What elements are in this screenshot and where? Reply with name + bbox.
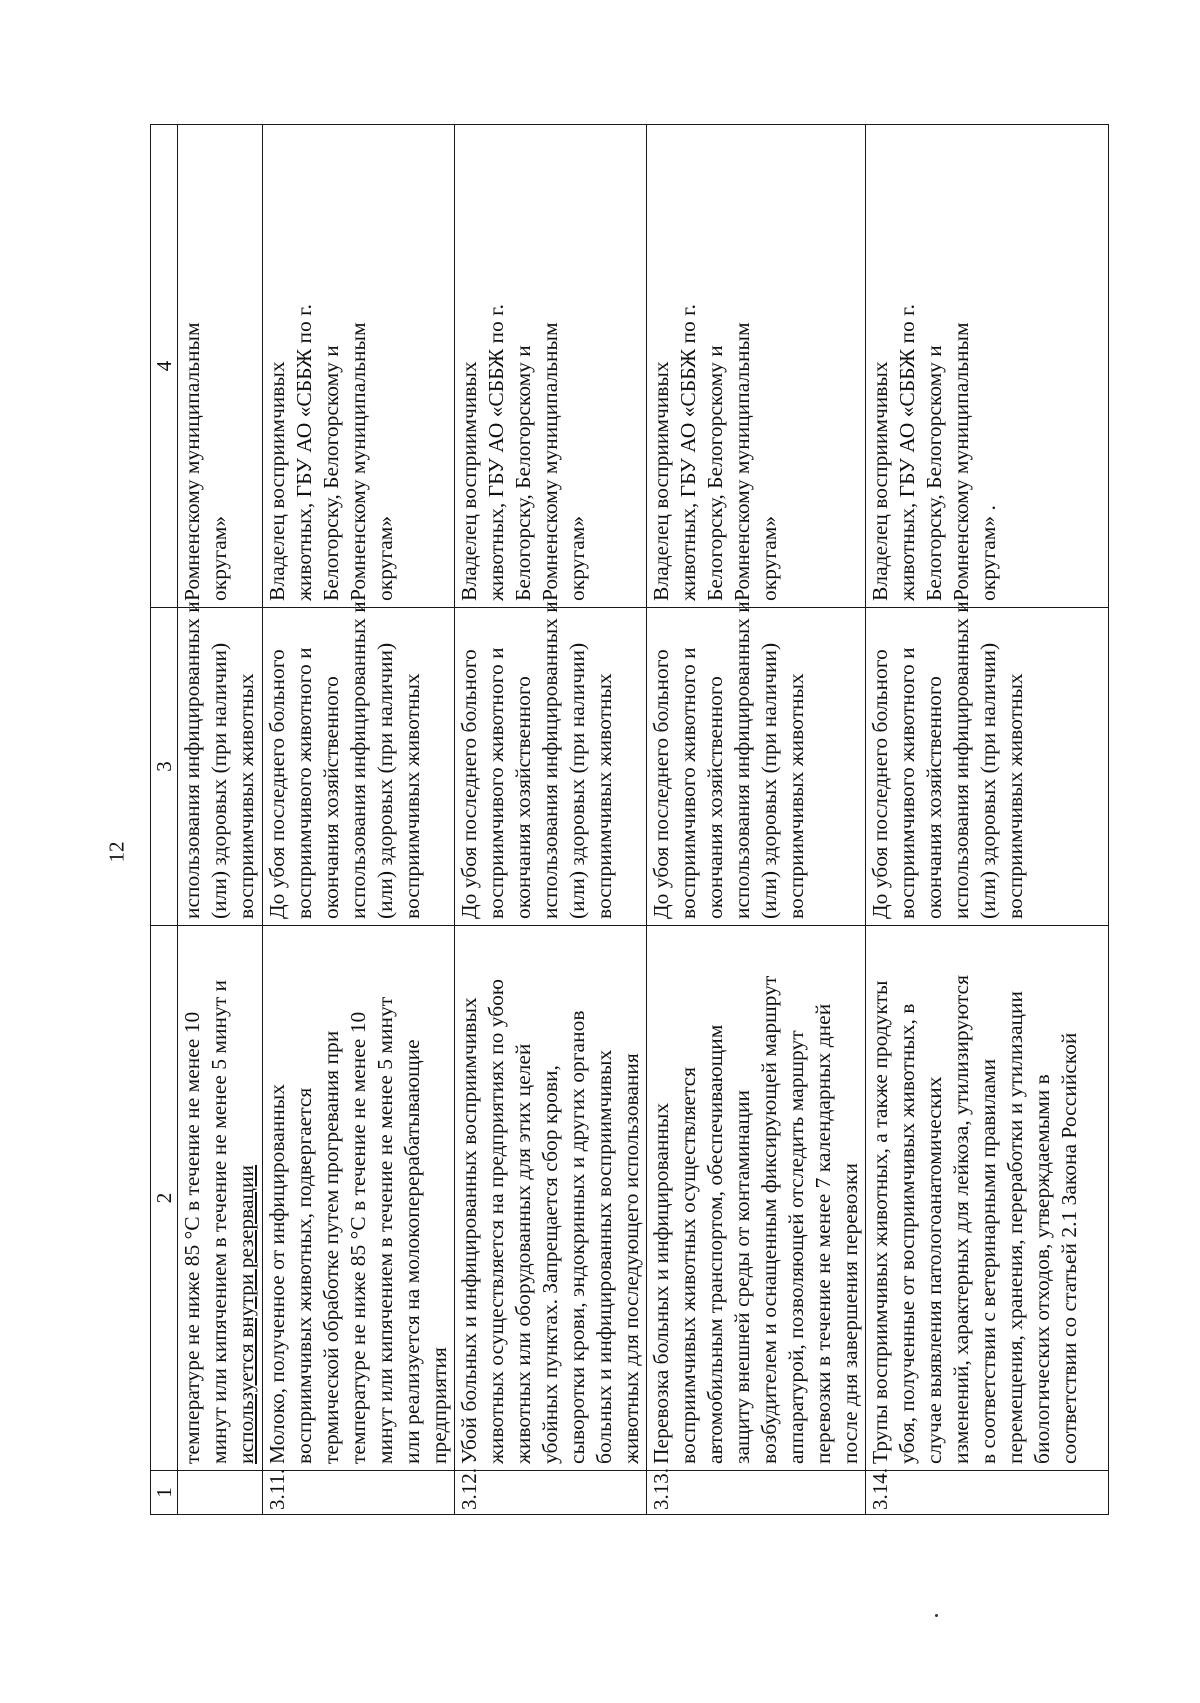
text-line: сыворотки крови, эндокринных и других органов [565, 1010, 589, 1464]
text-line: изменений, характерных для лейкоза, утилизируются [949, 975, 973, 1464]
text-line: минут или кипячением в течение не менее 5 минут и [207, 979, 231, 1464]
column-header-1: 1 [151, 1471, 178, 1515]
text-line: восприимчивых животных осуществляется [676, 1066, 700, 1464]
responsible-text [455, 125, 647, 608]
text-line: До убоя последнего больного [649, 649, 673, 919]
text-line: Ромненскому муниципальным [346, 322, 370, 601]
responsible-text [178, 125, 263, 608]
text-line: Ромненскому муниципальным [538, 322, 562, 601]
text-line: использования инфицированных и [346, 601, 370, 919]
text-line: Белогорску, Белогорскому и [703, 345, 727, 601]
text-line: До убоя последнего больного [457, 649, 481, 919]
page-number: 12 [104, 841, 129, 863]
text-line: температуре не ниже 85 °С в течение не менее 10 [180, 1011, 204, 1464]
text-line: округам» . [976, 505, 1000, 601]
text-line: Владелец восприимчивых [265, 361, 289, 601]
text-line: животных осуществляется на предприятиях по убою [484, 979, 508, 1464]
text-line: Владелец восприимчивых [868, 361, 892, 601]
text-line: восприимчивых животных [1003, 673, 1027, 919]
text-line: восприимчивых животных [234, 673, 258, 919]
deadline-text [178, 601, 263, 926]
responsible-text [866, 125, 1109, 608]
deadline-text [647, 601, 866, 926]
text-line: Белогорску, Белогорскому и [922, 345, 946, 601]
text-line: соответствии со статьей 2.1 Закона Российской [1057, 1032, 1081, 1464]
text-line: минут или кипячением в течение не менее 5 минут [373, 996, 397, 1464]
text-line: животных, ГБУ АО «СББЖ по г. [895, 304, 919, 601]
text-line: восприимчивого животного и [676, 647, 700, 919]
text-line: больных и инфицированных восприимчивых [592, 1049, 616, 1464]
table-row [866, 125, 1109, 1515]
table-row [455, 125, 647, 1515]
text-line: До убоя последнего больного [868, 649, 892, 919]
text-line: после дня завершения перевозки [838, 1163, 862, 1464]
deadline-text [263, 601, 455, 926]
table-row [178, 125, 263, 1515]
text-line: животных для последующего использования [619, 1053, 643, 1464]
rotated-content [150, 125, 1081, 1515]
text-line: температуре не ниже 85 °С в течение не менее 10 [346, 1011, 370, 1464]
text-line: (или) здоровых (при наличии) [976, 642, 1000, 919]
table-row [647, 125, 866, 1515]
text-line: округам» [207, 515, 231, 601]
text-line: окончания хозяйственного [703, 676, 727, 919]
text-line: убойных пунктах. Запрещается сбор крови, [538, 1065, 562, 1464]
row-number: 3.13. [647, 1471, 866, 1515]
column-header-3: 3 [151, 608, 178, 926]
text-line: восприимчивых животных [400, 673, 424, 919]
text-line: перевозки в течение не менее 7 календарных дней [811, 1003, 835, 1464]
text-line: термической обработке путем прогревания при [319, 1030, 343, 1464]
row-number: 3.14. [866, 1471, 1109, 1515]
deadline-text [866, 601, 1109, 926]
text-line: округам» [565, 515, 589, 601]
text-line: восприимчивого животного и [292, 647, 316, 919]
text-line: перемещения, хранения, переработки и утилизации [1003, 990, 1027, 1464]
text-line: Ромненскому муниципальным [180, 322, 204, 601]
scan-speck [935, 1614, 938, 1617]
text-line: случае выявления патологоанатомических [922, 1076, 946, 1464]
responsible-text [647, 125, 866, 608]
text-line: Владелец восприимчивых [649, 361, 673, 601]
row-number: 3.12. [455, 1471, 647, 1515]
text-line: использования инфицированных и [180, 601, 204, 919]
text-line: Белогорску, Белогорскому и [319, 345, 343, 601]
text-line: животных или оборудованных для этих целей [511, 1043, 535, 1464]
text-line: восприимчивого животного и [895, 647, 919, 919]
text-line: защиту внешней среды от контаминации [730, 1089, 754, 1464]
text-line: возбудителем и оснащенным фиксирующей маршрут [757, 975, 781, 1464]
text-line: аппаратурой, позволяющей отследить маршрут [784, 1030, 808, 1464]
text-line: округам» [757, 515, 781, 601]
row-number: 3.11. [263, 1471, 455, 1515]
text-line: (или) здоровых (при наличии) [565, 642, 589, 919]
text-line: используется внутри резервации [234, 1164, 258, 1464]
text-line: восприимчивого животного и [484, 647, 508, 919]
text-line: окончания хозяйственного [922, 676, 946, 919]
responsible-text [263, 125, 455, 608]
text-line: До убоя последнего больного [265, 649, 289, 919]
text-line: Убой больных и инфицированных восприимчивых [457, 997, 481, 1464]
text-line: использования инфицированных и [538, 601, 562, 919]
measure-text [647, 926, 866, 1471]
text-line: (или) здоровых (при наличии) [757, 642, 781, 919]
text-line: округам» [373, 515, 397, 601]
text-line: животных, ГБУ АО «СББЖ по г. [292, 304, 316, 601]
text-line: или реализуется на молокоперерабатывающие [400, 1039, 424, 1464]
text-line: Ромненскому муниципальным [949, 322, 973, 601]
text-line: (или) здоровых (при наличии) [207, 642, 231, 919]
text-line: восприимчивых животных [784, 673, 808, 919]
column-header-2: 2 [151, 926, 178, 1471]
text-line: Ромненскому муниципальным [730, 322, 754, 601]
table-header-row [151, 125, 178, 1515]
measure-text [263, 926, 455, 1471]
text-line: использования инфицированных и [730, 601, 754, 919]
text-line: Молоко, полученное от инфицированных [265, 1084, 289, 1464]
text-line: использования инфицированных и [949, 601, 973, 919]
text-line: биологических отходов, утверждаемыми в [1030, 1074, 1054, 1464]
measure-text [455, 926, 647, 1471]
text-line: в соответствии с ветеринарными правилами [976, 1058, 1000, 1464]
text-line: Трупы восприимчивых животных, а также продукты [868, 980, 892, 1464]
row-number [178, 1471, 263, 1515]
text-line: Перевозка больных и инфицированных [649, 1102, 673, 1464]
text-line: окончания хозяйственного [319, 676, 343, 919]
text-line: восприимчивых животных, подвергается [292, 1087, 316, 1464]
text-line: Владелец восприимчивых [457, 361, 481, 601]
text-line: убоя, полученные от восприимчивых животных, в [895, 1003, 919, 1464]
text-line: (или) здоровых (при наличии) [373, 642, 397, 919]
column-header-4: 4 [151, 125, 178, 608]
text-line: животных, ГБУ АО «СББЖ по г. [484, 304, 508, 601]
text-line: автомобильным транспортом, обеспечивающим [703, 1024, 727, 1464]
deadline-text [455, 601, 647, 926]
measures-table [150, 124, 1109, 1515]
text-line: Белогорску, Белогорскому и [511, 345, 535, 601]
text-line: окончания хозяйственного [511, 676, 535, 919]
text-line: животных, ГБУ АО «СББЖ по г. [676, 304, 700, 601]
measure-text [178, 926, 263, 1471]
table-row [263, 125, 455, 1515]
measure-text [866, 926, 1109, 1471]
text-line: предприятия [427, 1347, 451, 1464]
text-line: восприимчивых животных [592, 673, 616, 919]
